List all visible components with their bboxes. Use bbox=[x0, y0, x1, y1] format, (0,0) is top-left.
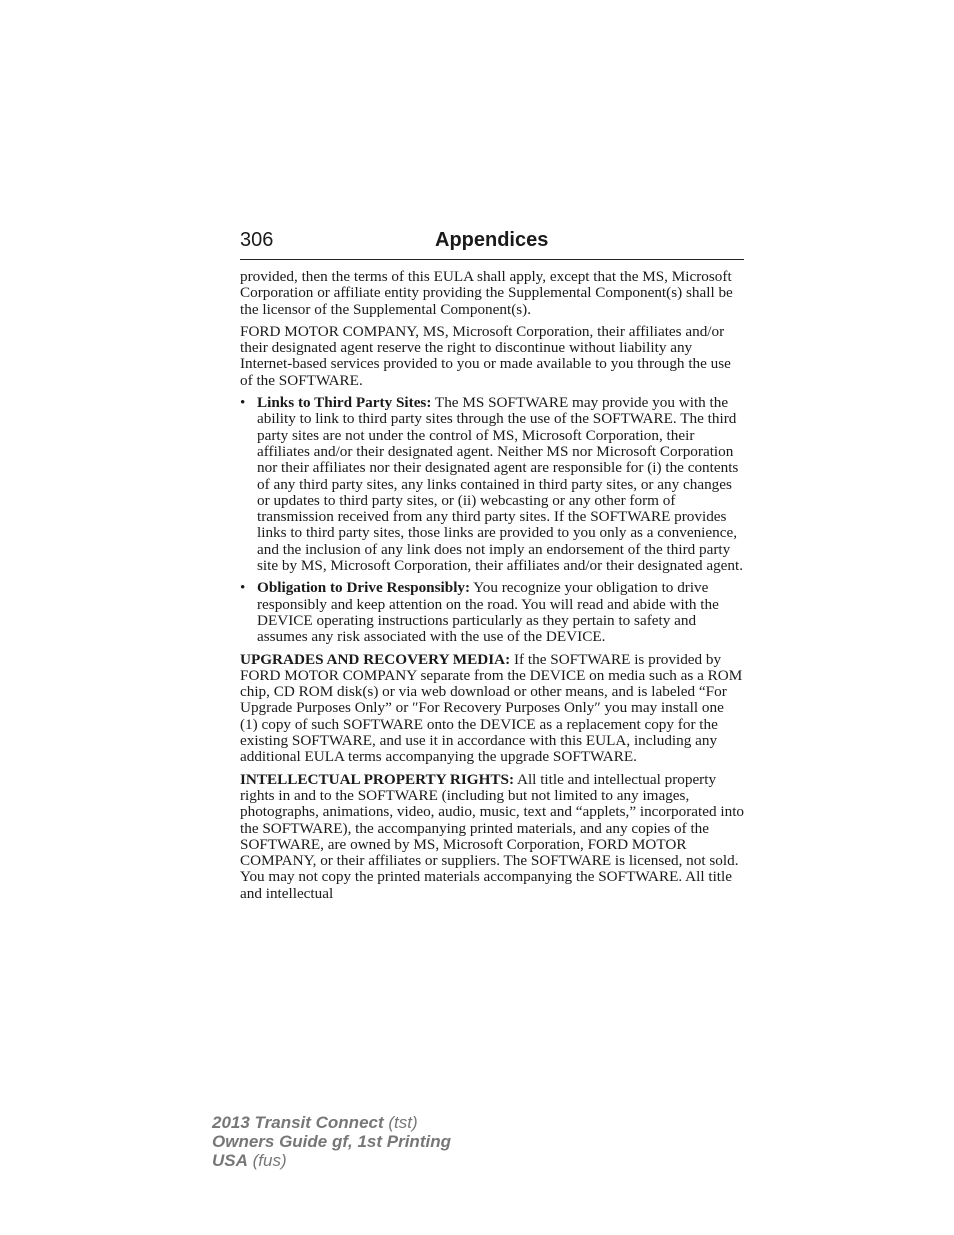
section-title: Appendices bbox=[435, 229, 549, 251]
bullet-title: Links to Third Party Sites: bbox=[257, 394, 432, 412]
paragraph-upgrades bbox=[240, 652, 745, 766]
footer-line-market bbox=[212, 1151, 451, 1170]
footer-line-guide bbox=[212, 1132, 451, 1151]
bullet-list bbox=[240, 395, 745, 645]
bullet-title: Obligation to Drive Responsibly: bbox=[257, 579, 471, 597]
bullet-item-third-party-sites bbox=[240, 395, 745, 574]
footer-line-model bbox=[212, 1113, 451, 1132]
bullet-dot-icon: • bbox=[240, 394, 246, 412]
bullet-text: The MS SOFTWARE may provide you with the ability to link to third party sites through the use of the SOFTWARE. The third party sites are not under the control of MS, Microsoft Corporation, their affiliates and/or their designated agent. Neither MS nor Microsoft Corporation nor their affiliates nor their designated agent are responsible for (i) the contents of any third party sites, any links contained in third party sites, or any changes or updates to third party sites, or (ii) webcasting or any other form of transmission received from any third party sites. If the SOFTWARE provides links to third party sites, those links are provided to you only as a convenience, and the inclusion of any link does not imply an endorsement of the third party site by MS, Microsoft Corporation, their affiliates and/or their designated agent. bbox=[257, 394, 744, 575]
paragraph-2: FORD MOTOR COMPANY, MS, Microsoft Corporation, their affiliates and/or their designated agent reserve the right to discontinue without liability any Internet-based services provided to you or made available to you through the use of the SOFTWARE. bbox=[240, 322, 731, 389]
bullet-dot-icon: • bbox=[240, 579, 246, 597]
footer-model: 2013 Transit Connect bbox=[212, 1113, 384, 1132]
bullet-text: You recognize your obligation to drive responsibly and keep attention on the road. You will read and abide with the DEVICE operating instructions particularly as they pertain to safety and assumes any risk associated with the use of the DEVICE. bbox=[257, 579, 719, 646]
footer-market: USA bbox=[212, 1151, 248, 1170]
paragraph-text: If the SOFTWARE is provided by FORD MOTOR COMPANY separate from the DEVICE on media such as a ROM chip, CD ROM disk(s) or via web download or other means, and is labeled “For Upgrade Purposes Only” or ″For Recovery Purposes Only″ you may install one (1) copy of such SOFTWARE onto the DEVICE as a replacement copy for the existing SOFTWARE, and use it in accordance with this EULA, including any additional EULA terms accompanying the upgrade SOFTWARE. bbox=[240, 650, 743, 766]
footer-market-code: (fus) bbox=[247, 1151, 287, 1170]
bullet-item-drive-responsibly bbox=[240, 580, 745, 645]
paragraph-ip-rights bbox=[240, 772, 745, 902]
paragraph-heading: UPGRADES AND RECOVERY MEDIA: bbox=[240, 650, 511, 668]
footer-model-code: (tst) bbox=[383, 1113, 418, 1132]
footer-guide: Owners Guide gf, 1st Printing bbox=[212, 1132, 451, 1151]
page-footer bbox=[212, 1113, 451, 1170]
page-header bbox=[240, 229, 744, 260]
paragraph-1: provided, then the terms of this EULA shall apply, except that the MS, Microsoft Corporation or affiliate entity providing the Supplemental Component(s) shall be the licensor of the Supplemental Component(s). bbox=[240, 268, 733, 318]
paragraph-heading: INTELLECTUAL PROPERTY RIGHTS: bbox=[240, 770, 515, 788]
page-number: 306 bbox=[240, 229, 274, 251]
page-body bbox=[240, 269, 745, 908]
paragraph-text: All title and intellectual property rights in and to the SOFTWARE (including but not limited to any images, photographs, animations, video, audio, music, text and “applets,” incorporated into the SOFTWARE), the accompanying printed materials, and any copies of the SOFTWARE, are owned by MS, Microsoft Corporation, FORD MOTOR COMPANY, or their affiliates or suppliers. The SOFTWARE is licensed, not sold. You may not copy the printed materials accompanying the SOFTWARE. All title and intellectual bbox=[240, 770, 745, 902]
